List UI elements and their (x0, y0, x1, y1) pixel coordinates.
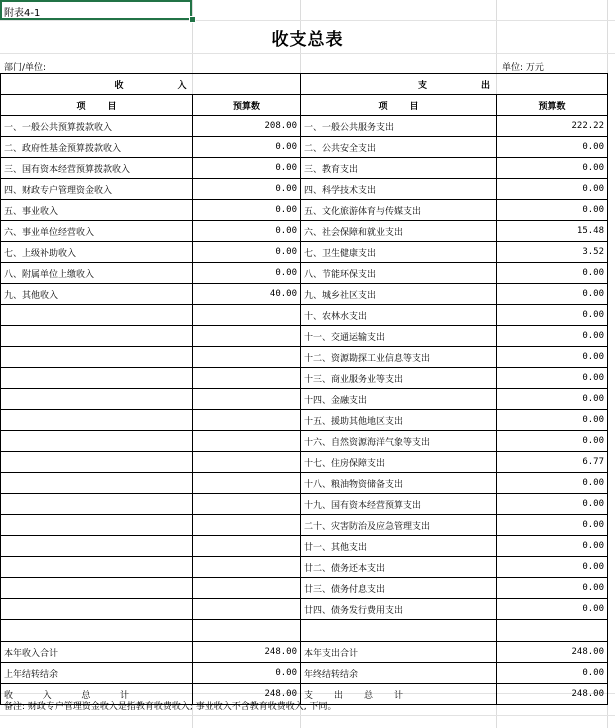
table-row (1, 179, 608, 200)
expense-item-cell[interactable]: 廿三、债务付息支出 (301, 578, 497, 599)
income-total-label[interactable]: 收 入 总 计 (1, 684, 193, 705)
income-item-cell[interactable]: 一、一般公共预算拨款收入 (1, 116, 193, 137)
income-item-cell[interactable] (1, 473, 193, 494)
carry-out-label[interactable]: 年终结转结余 (301, 663, 497, 684)
income-item-cell[interactable]: 二、政府性基金预算拨款收入 (1, 137, 193, 158)
income-item-cell[interactable] (1, 536, 193, 557)
income-item-cell[interactable] (1, 599, 193, 620)
table-row (1, 158, 608, 179)
table-row (1, 347, 608, 368)
expense-value-cell[interactable]: 0.00 (497, 179, 608, 200)
income-item-cell[interactable]: 六、事业单位经营收入 (1, 221, 193, 242)
expense-value-cell[interactable]: 0.00 (497, 599, 608, 620)
expense-value-cell[interactable]: 0.00 (497, 305, 608, 326)
cell-ref-label[interactable]: 附表4-1 (4, 8, 41, 19)
income-item-cell[interactable] (1, 368, 193, 389)
income-value-cell[interactable] (193, 389, 301, 410)
income-item-cell[interactable] (1, 305, 193, 326)
income-item-cell[interactable] (1, 494, 193, 515)
table-row (1, 200, 608, 221)
income-value-cell[interactable] (193, 578, 301, 599)
expense-value-cell[interactable]: 0.00 (497, 536, 608, 557)
table-row (1, 368, 608, 389)
expense-value-cell[interactable]: 0.00 (497, 158, 608, 179)
income-value-cell[interactable] (193, 515, 301, 536)
income-item-cell[interactable] (1, 326, 193, 347)
carry-row (1, 663, 608, 684)
page-title: 收支总表 (271, 30, 344, 50)
gridline-row (0, 715, 615, 716)
expense-item-cell[interactable]: 廿一、其他支出 (301, 536, 497, 557)
expense-item-cell[interactable]: 六、社会保障和就业支出 (301, 221, 497, 242)
expense-value-cell[interactable]: 0.00 (497, 410, 608, 431)
expense-item-cell[interactable]: 二十、灾害防治及应急管理支出 (301, 515, 497, 536)
income-value-cell[interactable] (193, 410, 301, 431)
income-item-cell[interactable] (1, 389, 193, 410)
year-expense-value[interactable]: 248.00 (497, 642, 608, 663)
fill-handle[interactable] (189, 16, 196, 23)
expense-item-cell[interactable]: 十、农林水支出 (301, 305, 497, 326)
expense-item-cell[interactable]: 十八、粮油物资储备支出 (301, 473, 497, 494)
year-income-value[interactable]: 248.00 (193, 642, 301, 663)
table-row (1, 326, 608, 347)
expense-value-cell[interactable] (497, 620, 608, 642)
expense-item-cell[interactable]: 十三、商业服务业等支出 (301, 368, 497, 389)
expense-total-value[interactable]: 248.00 (497, 684, 608, 705)
expense-item-cell[interactable]: 十四、金融支出 (301, 389, 497, 410)
expense-item-cell[interactable]: 三、教育支出 (301, 158, 497, 179)
gridline-row (0, 20, 615, 21)
expense-item-cell[interactable]: 廿四、债务发行费用支出 (301, 599, 497, 620)
table-row (1, 410, 608, 431)
table-row (1, 284, 608, 305)
expense-value-cell[interactable]: 0.00 (497, 326, 608, 347)
income-value-cell[interactable] (193, 452, 301, 473)
income-item-cell[interactable] (1, 431, 193, 452)
expense-item-cell[interactable]: 廿二、债务还本支出 (301, 557, 497, 578)
expense-item-cell[interactable]: 二、公共安全支出 (301, 137, 497, 158)
table-row (1, 473, 608, 494)
income-item-cell[interactable] (1, 452, 193, 473)
income-value-cell[interactable]: 40.00 (193, 284, 301, 305)
expense-item-cell[interactable]: 十一、交通运输支出 (301, 326, 497, 347)
expense-value-cell[interactable]: 0.00 (497, 557, 608, 578)
table-row (1, 116, 608, 137)
table-row (1, 137, 608, 158)
income-value-cell[interactable]: 0.00 (193, 221, 301, 242)
expense-value-cell[interactable]: 0.00 (497, 494, 608, 515)
expense-item-cell[interactable]: 五、文化旅游体育与传媒支出 (301, 200, 497, 221)
expense-value-cell[interactable]: 0.00 (497, 431, 608, 452)
expense-value-cell[interactable]: 0.00 (497, 284, 608, 305)
expense-item-cell[interactable]: 十二、资源勘探工业信息等支出 (301, 347, 497, 368)
income-item-cell[interactable] (1, 620, 193, 642)
section-header-row (1, 74, 608, 95)
income-item-header: 项 目 (1, 95, 193, 116)
income-value-cell[interactable] (193, 536, 301, 557)
expense-item-cell[interactable]: 九、城乡社区支出 (301, 284, 497, 305)
income-item-cell[interactable] (1, 347, 193, 368)
income-item-cell[interactable]: 五、事业收入 (1, 200, 193, 221)
expense-item-cell[interactable]: 十七、住房保障支出 (301, 452, 497, 473)
carry-in-value[interactable]: 0.00 (193, 663, 301, 684)
table-row (1, 599, 608, 620)
table-row (1, 578, 608, 599)
table-row (1, 515, 608, 536)
budget-table (0, 73, 608, 705)
expense-value-cell[interactable]: 0.00 (497, 368, 608, 389)
expense-item-header: 项 目 (301, 95, 497, 116)
carry-out-value[interactable]: 0.00 (497, 663, 608, 684)
income-item-cell[interactable]: 七、上级补助收入 (1, 242, 193, 263)
table-row (1, 536, 608, 557)
expense-item-cell[interactable]: 七、卫生健康支出 (301, 242, 497, 263)
expense-value-cell[interactable]: 15.48 (497, 221, 608, 242)
income-item-cell[interactable] (1, 578, 193, 599)
table-row (1, 305, 608, 326)
income-item-cell[interactable] (1, 515, 193, 536)
year-income-label[interactable]: 本年收入合计 (1, 642, 193, 663)
income-item-cell[interactable] (1, 410, 193, 431)
expense-value-cell[interactable]: 0.00 (497, 473, 608, 494)
income-value-cell[interactable]: 0.00 (193, 179, 301, 200)
expense-item-cell[interactable]: 四、科学技术支出 (301, 179, 497, 200)
income-value-cell[interactable] (193, 347, 301, 368)
table-row (1, 263, 608, 284)
income-value-cell[interactable]: 0.00 (193, 200, 301, 221)
expense-total-label[interactable]: 支 出 总 计 (301, 684, 497, 705)
income-value-cell[interactable] (193, 305, 301, 326)
income-value-cell[interactable] (193, 431, 301, 452)
expense-value-cell[interactable]: 0.00 (497, 389, 608, 410)
gridline-row (0, 53, 615, 54)
table-row (1, 221, 608, 242)
income-value-cell[interactable]: 208.00 (193, 116, 301, 137)
income-item-cell[interactable]: 三、国有资本经营预算拨款收入 (1, 158, 193, 179)
income-item-cell[interactable]: 九、其他收入 (1, 284, 193, 305)
income-value-cell[interactable] (193, 557, 301, 578)
expense-value-cell[interactable]: 0.00 (497, 137, 608, 158)
income-value-cell[interactable]: 0.00 (193, 158, 301, 179)
expense-item-cell[interactable]: 八、节能环保支出 (301, 263, 497, 284)
footnote: 备注: 财政专户管理资金收入是指教育收费收入; 事业收入不含教育收费收入, 下同。 (4, 702, 337, 712)
income-value-cell[interactable]: 0.00 (193, 242, 301, 263)
expense-item-cell[interactable]: 十六、自然资源海洋气象等支出 (301, 431, 497, 452)
expense-item-cell[interactable]: 一、一般公共服务支出 (301, 116, 497, 137)
expense-value-cell[interactable]: 222.22 (497, 116, 608, 137)
dept-label: 部门/单位: (4, 63, 47, 73)
year-total-row (1, 642, 608, 663)
expense-value-cell[interactable]: 6.77 (497, 452, 608, 473)
unit-label: 单位: 万元 (502, 63, 544, 73)
table-row (1, 494, 608, 515)
income-value-cell[interactable] (193, 620, 301, 642)
income-value-cell[interactable] (193, 326, 301, 347)
income-budget-header: 预算数 (193, 95, 301, 116)
expense-value-cell[interactable]: 0.00 (497, 200, 608, 221)
income-value-cell[interactable]: 0.00 (193, 137, 301, 158)
carry-in-label[interactable]: 上年结转结余 (1, 663, 193, 684)
income-item-cell[interactable]: 八、附属单位上缴收入 (1, 263, 193, 284)
year-expense-label[interactable]: 本年支出合计 (301, 642, 497, 663)
expense-item-cell[interactable] (301, 620, 497, 642)
income-value-cell[interactable] (193, 494, 301, 515)
expense-value-cell[interactable]: 0.00 (497, 347, 608, 368)
expense-value-cell[interactable]: 3.52 (497, 242, 608, 263)
expense-header: 支 出 (301, 74, 608, 95)
expense-value-cell[interactable]: 0.00 (497, 578, 608, 599)
expense-item-cell[interactable]: 十五、援助其他地区支出 (301, 410, 497, 431)
income-value-cell[interactable] (193, 368, 301, 389)
income-value-cell[interactable]: 0.00 (193, 263, 301, 284)
table-row (1, 431, 608, 452)
expense-value-cell[interactable]: 0.00 (497, 515, 608, 536)
income-item-cell[interactable]: 四、财政专户管理资金收入 (1, 179, 193, 200)
expense-item-cell[interactable]: 十九、国有资本经营预算支出 (301, 494, 497, 515)
income-value-cell[interactable] (193, 473, 301, 494)
table-row (1, 620, 608, 642)
income-item-cell[interactable] (1, 557, 193, 578)
table-row (1, 242, 608, 263)
column-header-row (1, 95, 608, 116)
income-value-cell[interactable] (193, 599, 301, 620)
income-total-value[interactable]: 248.00 (193, 684, 301, 705)
table-row (1, 452, 608, 473)
table-row (1, 557, 608, 578)
expense-budget-header: 预算数 (497, 95, 608, 116)
expense-value-cell[interactable]: 0.00 (497, 263, 608, 284)
income-header: 收 入 (1, 74, 301, 95)
table-row (1, 389, 608, 410)
